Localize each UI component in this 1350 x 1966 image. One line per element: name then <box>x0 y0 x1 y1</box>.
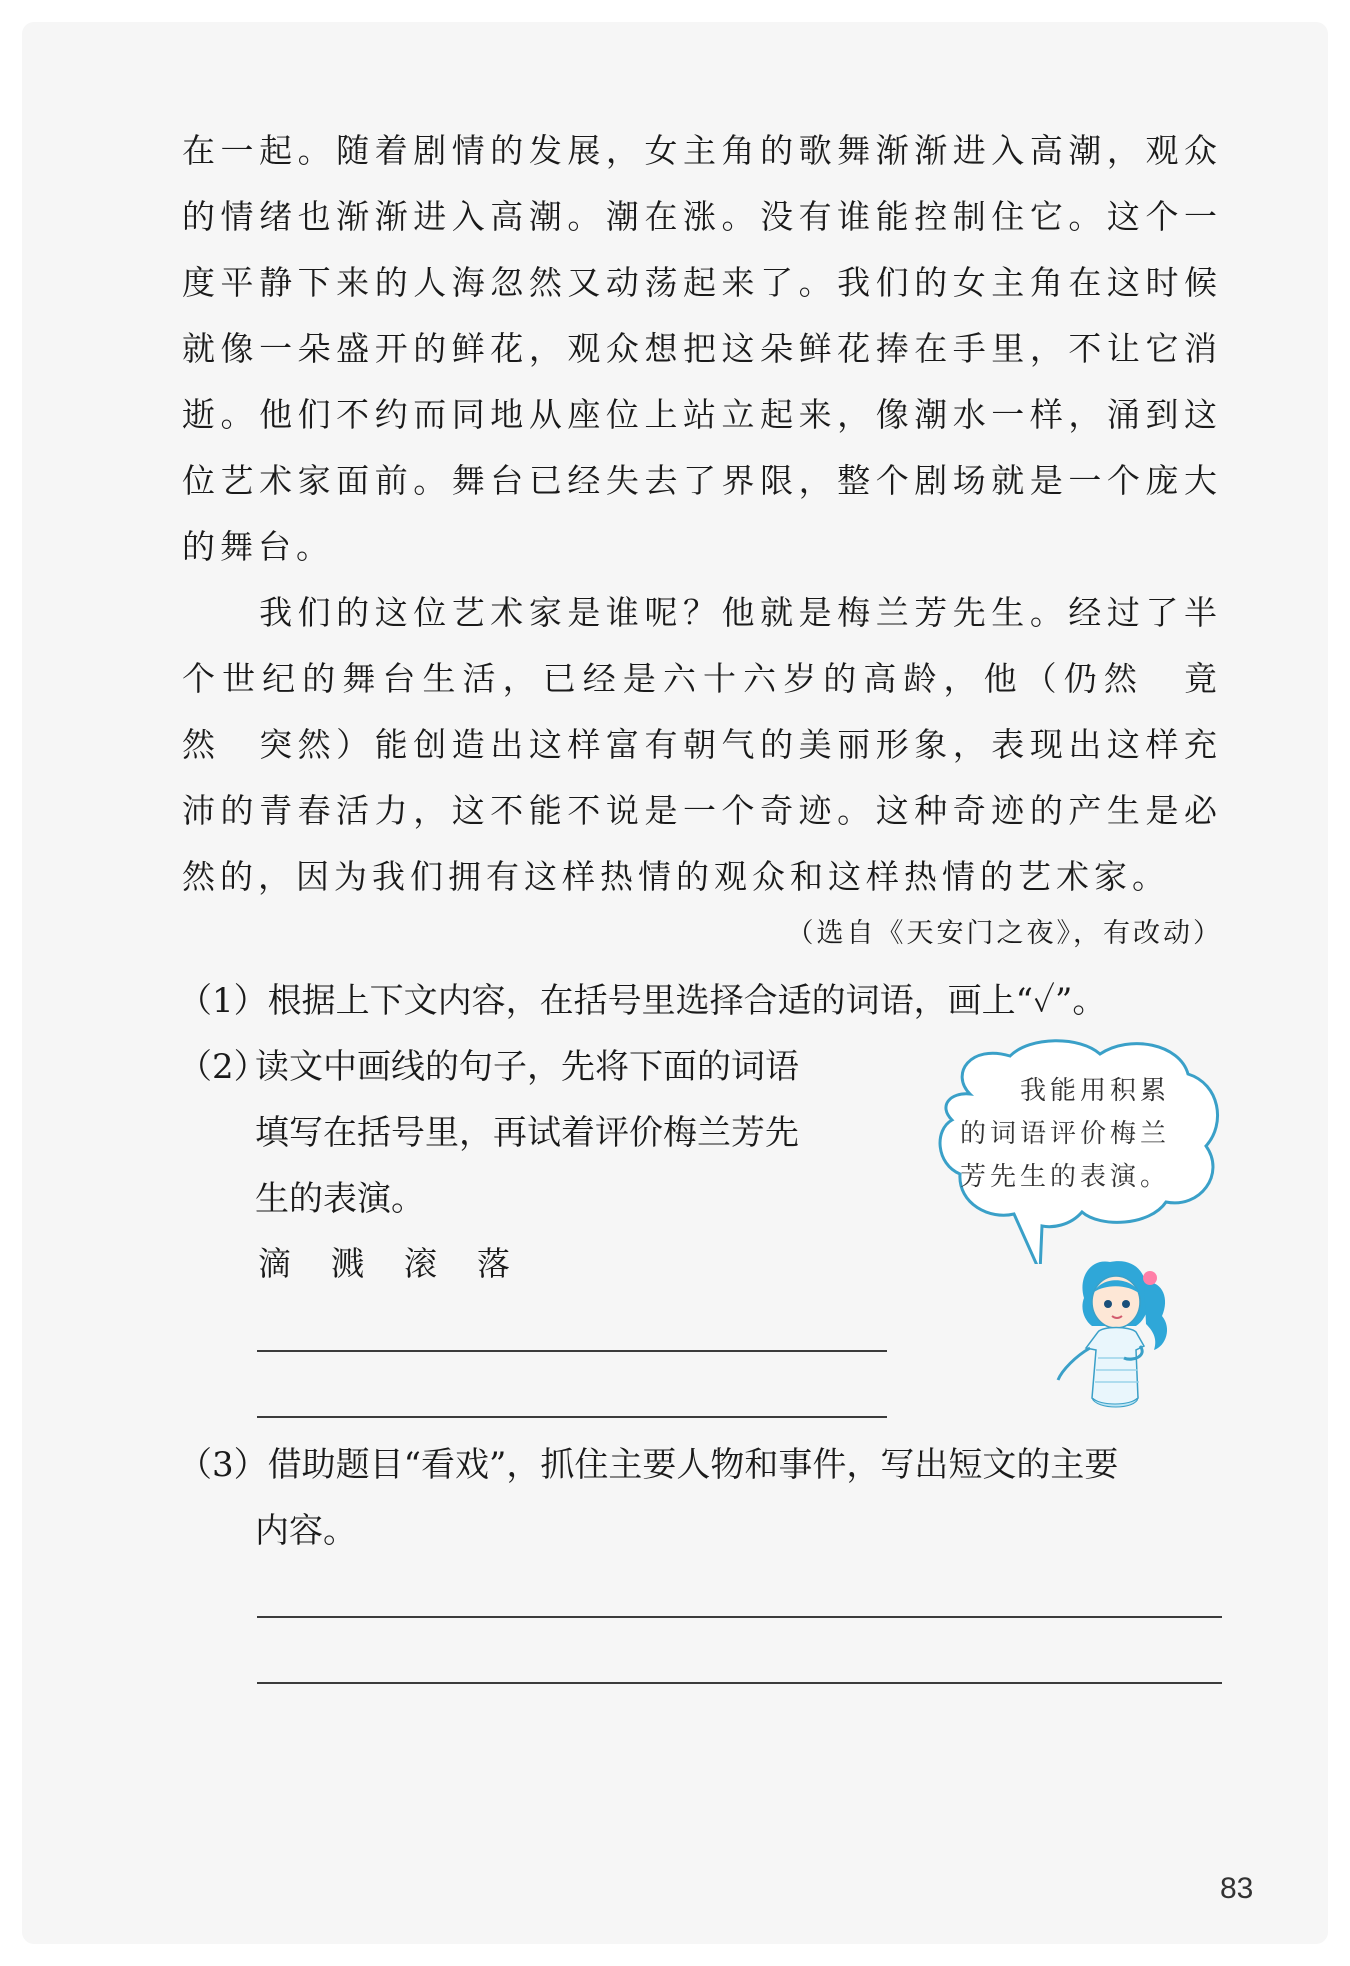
question-2-line: 生的表演。 <box>255 1179 425 1219</box>
passage-line: 就像一朵盛开的鲜花，观众想把这朵鲜花捧在手里，不让它消 <box>182 329 1222 368</box>
passage-line: 然的，因为我们拥有这样热情的观众和这样热情的艺术家。 <box>182 857 1170 896</box>
answer-line[interactable] <box>257 1416 887 1418</box>
tip-line: 芳先生的表演。 <box>960 1162 1171 1192</box>
word-option: 滚 <box>404 1244 439 1283</box>
passage-line: 逝。他们不约而同地从座位上站立起来，像潮水一样，涌到这 <box>182 395 1222 434</box>
answer-line[interactable] <box>257 1350 887 1352</box>
source-citation: （选自《天安门之夜》，有改动） <box>786 918 1223 949</box>
question-3-number: （3） <box>178 1445 268 1485</box>
question-2-line: 填写在括号里，再试着评价梅兰芳先 <box>255 1113 799 1153</box>
question-3-line: 内容。 <box>255 1511 357 1551</box>
word-options <box>258 1238 550 1285</box>
passage-line: 个世纪的舞台生活，已经是六十六岁的高龄，他（仍然 竟 <box>182 659 1222 698</box>
answer-line[interactable] <box>257 1616 1222 1618</box>
passage <box>182 118 1222 910</box>
question-3-line: 借助题目“看戏”，抓住主要人物和事件，写出短文的主要 <box>267 1445 1119 1485</box>
tip-line: 我能用积累 <box>1020 1076 1171 1106</box>
word-option: 落 <box>477 1244 512 1283</box>
question-1 <box>178 968 1106 1034</box>
word-option: 溅 <box>331 1244 366 1283</box>
passage-line: 沛的青春活力，这不能不说是一个奇迹。这种奇迹的产生是必 <box>182 791 1222 830</box>
tip-line: 的词语评价梅兰 <box>960 1119 1171 1149</box>
question-2-line: 读文中画线的句子，先将下面的词语 <box>255 1047 799 1087</box>
girl-illustration-icon <box>1040 1238 1190 1418</box>
question-1-number: （1） <box>178 981 268 1021</box>
passage-line: 然 突然）能创造出这样富有朝气的美丽形象，表现出这样充 <box>182 725 1222 764</box>
question-3 <box>178 1432 1118 1498</box>
passage-line: 的舞台。 <box>182 527 334 566</box>
page-number: 83 <box>1220 1872 1254 1905</box>
question-1-text: 根据上下文内容，在括号里选择合适的词语，画上“✓”。 <box>267 981 1107 1021</box>
word-option: 滴 <box>258 1244 293 1283</box>
passage-line: 位艺术家面前。舞台已经失去了界限，整个剧场就是一个庞大 <box>182 461 1222 500</box>
answer-line[interactable] <box>257 1682 1222 1684</box>
passage-line: 度平静下来的人海忽然又动荡起来了。我们的女主角在这时候 <box>182 263 1222 302</box>
tip-text <box>960 1070 1200 1199</box>
passage-line: 的情绪也渐渐进入高潮。潮在涨。没有谁能控制住它。这个一 <box>182 197 1222 236</box>
question-2-number: （2） <box>178 1047 268 1087</box>
passage-line: 在一起。随着剧情的发展，女主角的歌舞渐渐进入高潮，观众 <box>182 131 1222 170</box>
passage-line: 我们的这位艺术家是谁呢？他就是梅兰芳先生。经过了半 <box>182 593 1222 632</box>
